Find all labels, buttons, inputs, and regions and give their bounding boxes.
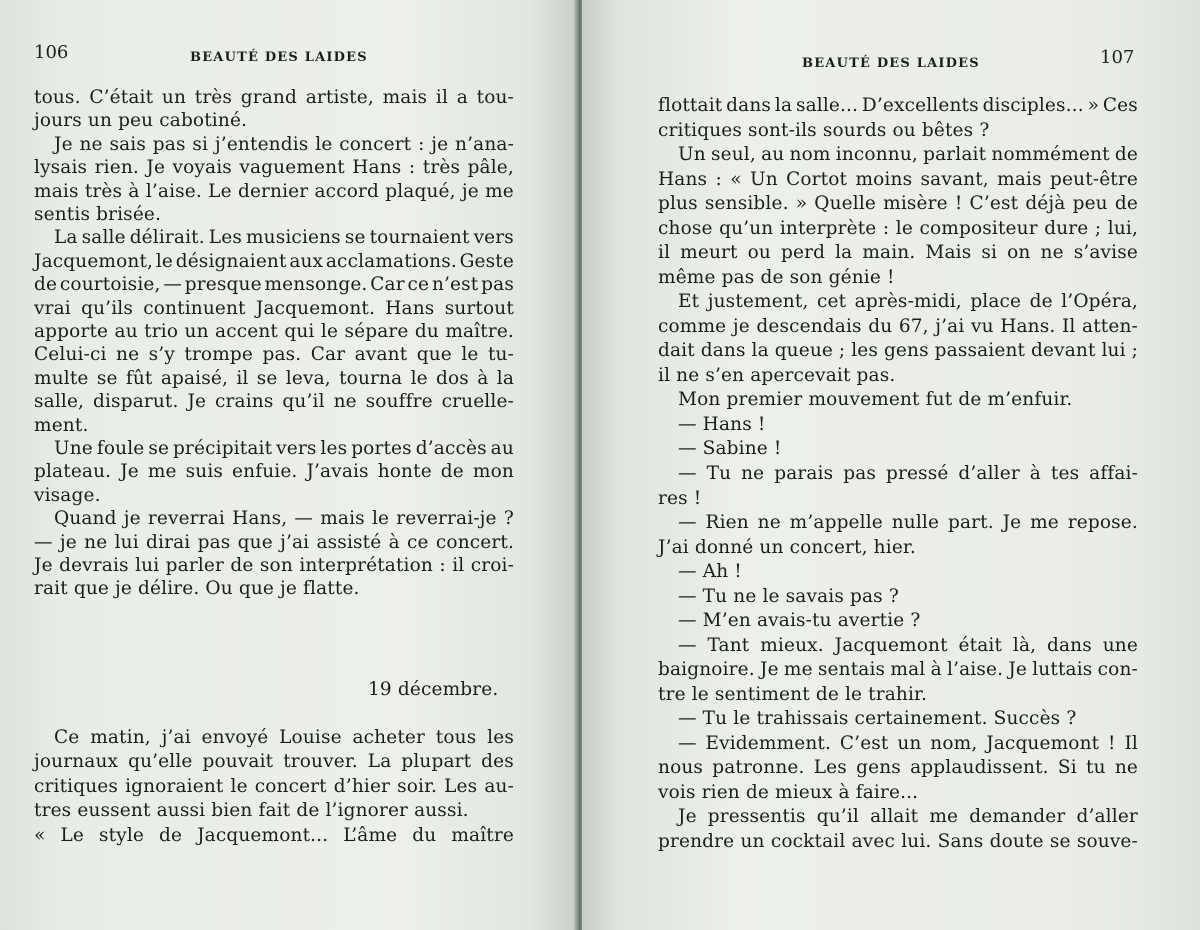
text-line: chose qu’un interprète : le compositeur dure ; lui, bbox=[658, 217, 1138, 239]
text-line: Un seul, au nom inconnu, parlait nommément de bbox=[678, 144, 1138, 166]
text-line: vois rien de mieux à faire... bbox=[658, 781, 919, 803]
text-line: Je devrais lui parler de son interprétation : il croi- bbox=[34, 555, 514, 576]
text-line: Quand je reverrai Hans, — mais le reverrai-je ? bbox=[54, 508, 514, 530]
text-line: lysais rien. Je voyais vaguement Hans : très pâle, bbox=[34, 157, 514, 179]
text-line: critiques sont-ils sourds ou bêtes ? bbox=[658, 119, 990, 141]
text-line: Celui-ci ne s’y trompe pas. Car avant que le tu- bbox=[34, 344, 514, 366]
left-page bbox=[0, 0, 578, 930]
text-line: mais très à l’aise. Le dernier accord plaqué, je me bbox=[34, 180, 514, 202]
text-line: tous. C’était un très grand artiste, mais il a tou- bbox=[34, 87, 514, 108]
page-number: 107 bbox=[1100, 47, 1135, 68]
text-line: — Hans ! bbox=[678, 413, 766, 435]
text-line: — Tu ne parais pas pressé d’aller à tes affai- bbox=[678, 463, 1138, 484]
date-heading: 19 décembre. bbox=[368, 679, 499, 700]
running-head: BEAUTÉ DES LAIDES bbox=[802, 56, 980, 71]
text-line: comme je descendais du 67, j’ai vu Hans. Il atten- bbox=[658, 315, 1138, 337]
text-line: il ne s’en apercevait pas. bbox=[658, 364, 896, 386]
text-line: — M’en avais-tu avertie ? bbox=[678, 610, 921, 632]
text-line: sentis brisée. bbox=[34, 204, 162, 225]
text-line: baignoire. Je me sentais mal à l’aise. Je luttais con- bbox=[658, 659, 1138, 681]
text-line: Je pressentis qu’il allait me demander d’aller bbox=[678, 806, 1138, 828]
text-line: ment. bbox=[34, 414, 89, 436]
text-line: J’ai donné un concert, hier. bbox=[658, 536, 916, 558]
text-line: vrai qu’ils continuent Jacquemont. Hans surtout bbox=[34, 297, 514, 319]
text-line: — je ne lui dirai pas que j’ai assisté à ce concert. bbox=[34, 531, 514, 553]
text-line: — Tu ne le savais pas ? bbox=[678, 585, 899, 607]
text-line: dait dans la queue ; les gens passaient devant lui ; bbox=[658, 340, 1138, 362]
right-page bbox=[582, 0, 1200, 930]
text-line: Ce matin, j’ai envoyé Louise acheter tous les bbox=[54, 727, 514, 748]
text-line: prendre un cocktail avec lui. Sans doute se souve- bbox=[658, 831, 1138, 852]
text-line: tres eussent aussi bien fait de l’ignorer aussi. bbox=[34, 800, 469, 822]
page-number: 106 bbox=[34, 42, 69, 63]
text-line: il meurt ou perd la main. Mais si on ne s’avise bbox=[658, 242, 1138, 264]
text-line: — Tant mieux. Jacquemont était là, dans une bbox=[678, 634, 1138, 656]
text-line: salle, disparut. Je crains qu’il ne souffre cruelle- bbox=[34, 391, 514, 413]
text-line: apporte au trio un accent qui le sépare du maître. bbox=[34, 321, 514, 342]
text-line: plateau. Je me suis enfuie. J’avais honte de mon bbox=[34, 461, 514, 483]
text-line: — Sabine ! bbox=[678, 438, 782, 460]
text-line: Hans : « Un Cortot moins savant, mais peut-être bbox=[658, 168, 1138, 190]
text-line: Mon premier mouvement fut de m’enfuir. bbox=[678, 389, 1073, 411]
text-line: journaux qu’elle pouvait trouver. La plupart des bbox=[34, 751, 514, 773]
text-line: rait que je délire. Ou que je flatte. bbox=[34, 578, 360, 600]
text-line: La salle délirait. Les musiciens se tournaient vers bbox=[54, 227, 514, 249]
running-head: BEAUTÉ DES LAIDES bbox=[190, 50, 368, 65]
text-line: de courtoisie, — presque mensonge. Car ce n’est pas bbox=[34, 274, 514, 296]
text-line: flottait dans la salle... D’excellents disciples... » Ces bbox=[658, 95, 1138, 116]
text-line: même pas de son génie ! bbox=[658, 266, 895, 288]
text-line: « Le style de Jacquemont... L’âme du maître bbox=[34, 824, 514, 846]
text-line: — Rien ne m’appelle nulle part. Je me repose. bbox=[678, 512, 1138, 534]
text-line: nous patronne. Les gens applaudissent. Si tu ne bbox=[658, 757, 1138, 779]
text-line: Je ne sais pas si j’entendis le concert : je n’ana- bbox=[54, 133, 514, 155]
text-line: plus sensible. » Quelle misère ! C’est déjà peu de bbox=[658, 193, 1138, 215]
text-line: — Tu le trahissais certainement. Succès ? bbox=[678, 708, 1077, 730]
text-line: visage. bbox=[34, 484, 101, 506]
text-line: critiques ignoraient le concert d’hier soir. Les au- bbox=[34, 775, 514, 797]
text-line: Une foule se précipitait vers les portes d’accès au bbox=[54, 438, 514, 459]
text-line: Et justement, cet après-midi, place de l’Opéra, bbox=[678, 291, 1138, 313]
text-line: res ! bbox=[658, 487, 702, 509]
text-line: — Evidemment. C’est un nom, Jacquemont ! Il bbox=[678, 732, 1138, 754]
text-line: tre le sentiment de le trahir. bbox=[658, 683, 928, 705]
text-line: multe se fût apaisé, il se leva, tourna le dos à la bbox=[34, 367, 514, 389]
text-line: — Ah ! bbox=[678, 561, 742, 583]
text-line: jours un peu cabotiné. bbox=[34, 110, 248, 132]
text-line: Jacquemont, le désignaient aux acclamations. Geste bbox=[34, 250, 514, 272]
